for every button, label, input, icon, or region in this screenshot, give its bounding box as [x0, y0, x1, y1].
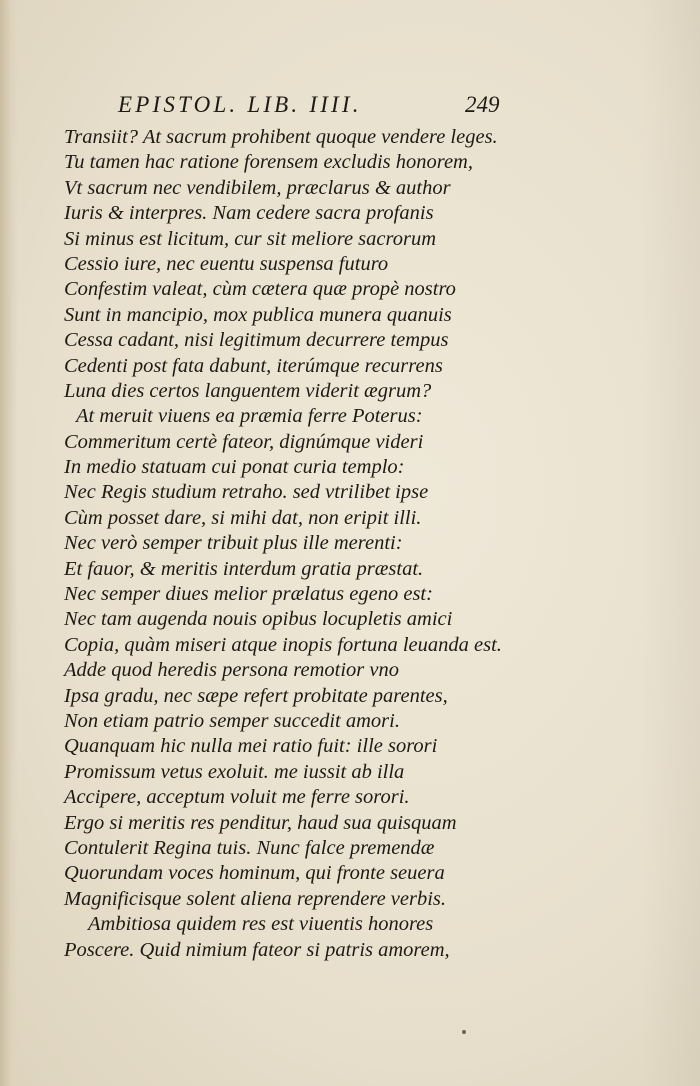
verse-line: Contulerit Regina tuis. Nunc falce premendæ — [64, 836, 435, 859]
verse-line: Cedenti post fata dabunt, iterúmque recurrens — [64, 354, 443, 377]
page-header — [118, 92, 518, 126]
verse-line: Confestim valeat, cùm cætera quæ propè nostro — [64, 278, 456, 301]
verse-line: Et fauor, & meritis interdum gratia præstat. — [64, 557, 424, 580]
binding-gutter — [0, 0, 18, 1086]
verse-line: Si minus est licitum, cur sit meliore sacrorum — [64, 227, 437, 250]
running-head: EPISTOL. LIB. IIII. — [118, 92, 362, 117]
verse-line: Ergo si meritis res penditur, haud sua quisquam — [64, 811, 457, 834]
verse-line: Nec verò semper tribuit plus ille merenti: — [64, 532, 403, 555]
verse-line: Nec tam augenda nouis opibus locupletis amici — [64, 608, 453, 631]
show-through-edge — [640, 0, 700, 1086]
verse-line: Adde quod heredis persona remotior vno — [64, 659, 399, 682]
verse-line: Ipsa gradu, nec sæpe refert probitate parentes, — [64, 684, 448, 707]
verse-line: Promissum vetus exoluit. me iussit ab illa — [64, 760, 405, 783]
verse-line: Magnificisque solent aliena reprendere verbis. — [64, 887, 447, 910]
verse-line: Iuris & interpres. Nam cedere sacra profanis — [64, 202, 434, 225]
verse-line: Commeritum certè fateor, dignúmque videri — [64, 430, 424, 453]
verse-line: Quorundam voces hominum, qui fronte seuera — [64, 862, 445, 885]
verse-line: Cessa cadant, nisi legitimum decurrere tempus — [64, 329, 449, 352]
verse-text — [64, 125, 524, 963]
verse-line: Sunt in mancipio, mox publica munera quanuis — [64, 303, 452, 326]
verse-line: Nec Regis studium retraho. sed vtrilibet ipse — [64, 481, 429, 504]
verse-line: Vt sacrum nec vendibilem, præclarus & author — [64, 176, 451, 199]
verse-line: Cùm posset dare, si mihi dat, non eripit illi. — [64, 506, 422, 529]
verse-line: At meruit viuens ea præmia ferre Poterus: — [76, 405, 423, 428]
verse-line: Ambitiosa quidem res est viuentis honores — [88, 913, 434, 936]
verse-line: Non etiam patrio semper succedit amori. — [64, 709, 400, 732]
verse-line: Accipere, acceptum voluit me ferre sorori. — [64, 786, 410, 809]
verse-line: In medio statuam cui ponat curia templo: — [64, 456, 405, 479]
paper-speck — [462, 1030, 466, 1034]
verse-line: Nec semper diues melior prælatus egeno est: — [64, 583, 433, 606]
verse-line: Tu tamen hac ratione forensem excludis honorem, — [64, 151, 473, 174]
verse-line: Transiit? At sacrum prohibent quoque vendere leges. — [64, 126, 498, 148]
page-number: 249 — [465, 92, 500, 117]
verse-line: Luna dies certos languentem viderit ægrum? — [64, 379, 432, 402]
verse-line: Copia, quàm miseri atque inopis fortuna leuanda est. — [64, 633, 502, 656]
verse-line: Cessio iure, nec euentu suspensa futuro — [64, 252, 389, 275]
verse-line: Poscere. Quid nimium fateor si patris amorem, — [64, 938, 450, 961]
verse-line: Quanquam hic nulla mei ratio fuit: ille sorori — [64, 735, 438, 758]
